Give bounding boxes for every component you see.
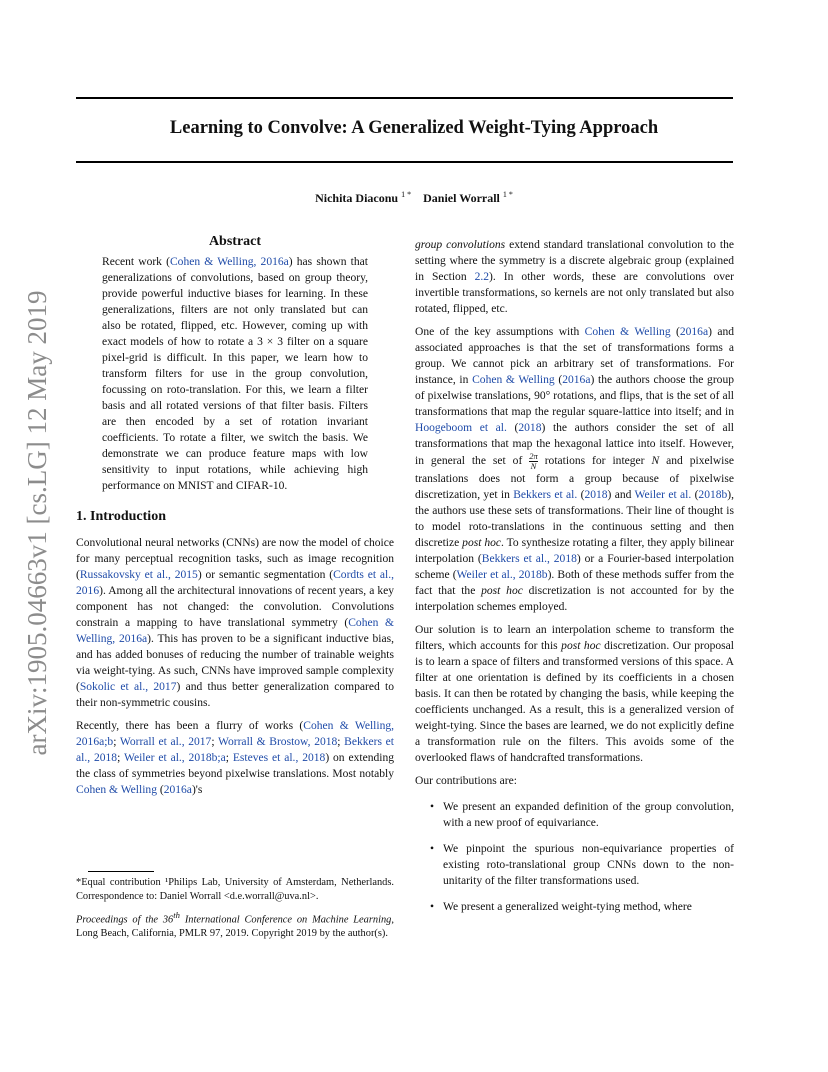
citation-link[interactable]: Weiler et al. [634,489,692,501]
citation-link[interactable]: Bekkers et al. [513,489,578,501]
abstract-text: ) has shown that generalizations of convolutions, based on group theory, provide powerful inductive biases for learning. In these generalizations, filters are not only translated but can also be rotated, flipped, etc. However, coming up with exact models of how to rotate a 3 × 3 filter on a square pixel-grid is difficult. In this paper, we learn how to transform filters for use in the group convolution, focussing on roto-translation. For this, we learn a filter basis and all rotated versions of that filter basis. Filters are then encoded by a set of rotation invariant coefficients. To rotate a filter, we switch the basis. We demonstrate we can produce feature maps with low sensitivity to input rotations, while achieving high performance on MNIST and CIFAR-10. [102,256,368,492]
fraction [529,452,538,471]
body-text: ). Among all the architectural innovations of recent years, a key component has not changed: the convolution. Convolutions constrain a mapping to have translational symmetry ( [76,585,394,629]
arxiv-side-label: arXiv:1905.04663v1 [cs.LG] 12 May 2019 [22,290,52,756]
proceedings-text: Proceedings of the 36 [76,914,174,926]
body-text: ( [670,326,680,338]
right-paragraph-3 [415,622,734,766]
citation-link[interactable]: Cohen & Welling [76,784,157,796]
author-affiliation-mark: 1 * [502,190,513,199]
paper-title: Learning to Convolve: A Generalized Weight-Tying Approach [169,118,659,138]
section-heading-introduction: 1. Introduction [76,509,166,524]
citation-link[interactable]: 2016a [562,374,591,386]
body-text: ( [156,784,164,796]
body-text: ). In other words, these are convolutions over invertible transformations, so kernels are not only translated but also rotated, flipped, etc. [415,271,735,315]
body-text: ) and thus better generalization compared to their non-symmetric cousins. [76,681,394,709]
body-text: ) and [607,489,635,501]
body-text: and pixelwise translations does not form a group because of pixelwise discretization, yet in [415,455,734,501]
proceedings-ordinal: th [173,910,180,920]
left-column [76,233,394,805]
citation-link[interactable]: Sokolic et al., 2017 [79,681,177,693]
citation-link[interactable]: 2018b [698,489,728,501]
body-text: ; [225,752,233,764]
emph-text: post hoc [481,585,523,597]
citation-link[interactable]: Cohen & Welling, 2016a [169,256,289,268]
abstract-heading: Abstract [208,234,262,249]
citation-link[interactable]: Hoogeboom et al. [415,422,507,434]
body-text: ( [691,489,699,501]
body-text: One of the key assumptions with [415,326,585,338]
proceedings-copyright: , Long Beach, California, PMLR 97, 2019. Copyright 2019 by the author(s). [76,914,394,939]
body-text: discretization. Our proposal is to learn a space of filters and transformed versions of this space. A filter at one orientation is defined by its coefficients in a chosen basis. It can then be rotated by changing the basis, while keeping the coefficients unchanged. As a result, this is a generalized version of weight-tying. Since the bases are learned, we do not explicitly define a transformation rule on the filters. This avoids some of the overlooked flaws of handcrafted transformations. [415,640,734,764]
body-text: rotations for integer [537,455,652,468]
body-text: ; [211,736,218,748]
body-text: Convolutional neural networks (CNNs) are now the model of choice for many perceptual recognition tasks, such as image recognition ( [76,537,394,581]
citation-link[interactable]: 2016a [679,326,709,338]
citation-link[interactable]: 2018 [518,422,542,434]
abstract-text: Recent work ( [102,256,170,268]
abstract-body [102,254,368,494]
footnote-affiliation: *Equal contribution ¹Philips Lab, University of Amsterdam, Netherlands. Correspondence to: Daniel Worrall <d.e.worrall@uva.nl>. [76,877,394,902]
footnote-rule [88,871,154,872]
body-text: ) or a Fourier-based interpolation scheme ( [415,553,734,581]
top-rule [76,97,733,99]
math-symbol: N [651,455,660,468]
author-affiliation-mark: 1 * [401,190,412,199]
proceedings-note [76,909,394,940]
right-paragraph-1 [415,237,734,317]
body-text: discretization is not accounted for by the interpolation schemes employed. [415,585,734,613]
body-text: ) and associated approaches is that the set of transformations forms a group. We cannot pick an arbitrary set of transformations. For instance, in [415,326,735,386]
author-name: Daniel Worrall [423,191,500,205]
citation-link[interactable]: Weiler et al., 2018b [456,569,548,581]
emph-text: post hoc [561,640,601,652]
body-text: ) the authors choose the group of pixelwise translations, 90° rotations, and flips, that is the set of all transformations that map the regular square-lattice into itself; and in [415,374,734,418]
body-text: ; [337,736,345,748]
body-text: extend standard translational convolution to the setting where the symmetry is a discrete algebraic group (explained in Section [415,239,735,283]
title-bottom-rule [76,161,733,163]
citation-link[interactable]: Cordts et al., 2016 [76,569,394,597]
body-text: ( [554,374,563,386]
body-text: ) or semantic segmentation ( [197,569,334,581]
body-text: ( [506,422,519,434]
citation-link[interactable]: Bekkers et al., 2018 [76,736,394,764]
citation-link[interactable]: Worrall et al., 2017 [119,736,212,748]
proceedings-text: International Conference on Machine Learning [179,914,392,926]
emph-text: post hoc [462,537,502,549]
citation-link[interactable]: Russakovsky et al., 2015 [79,569,198,581]
contributions-list [415,799,734,915]
fraction-denominator: N [530,461,537,471]
list-item: • We present a generalized weight-tying method, where [443,899,734,915]
body-text: Recently, there has been a flurry of works ( [76,720,304,732]
citation-link[interactable]: Cohen & Welling [584,326,671,338]
body-text: ), the authors use these sets of transformations. Their line of thought is to model roto-translations in the continuous setting and then discretize [415,489,735,549]
fraction-numerator: 2π [529,451,538,461]
intro-paragraph-2 [76,718,394,798]
body-text: )'s [191,784,203,796]
body-text: ). This has proven to be a significant inductive bias, and has added bonuses of reducing the number of trainable weights via weight-tying. As such, CNNs have improved sample complexity ( [76,633,394,693]
list-item: • We present an expanded definition of the group convolution, with a new proof of equivariance. [443,799,734,831]
body-text: . To synthesize rotating a filter, they apply bilinear interpolation ( [415,537,734,565]
citation-link[interactable]: Cohen & Welling, 2016a;b [76,720,394,748]
list-item: • We pinpoint the spurious non-equivariance properties of existing roto-translational group CNNs down to the non-unitarity of the filter transformations used. [443,841,734,889]
citation-link[interactable]: Bekkers et al., 2018 [481,553,577,565]
citation-link[interactable]: Weiler et al., 2018b;a [123,752,226,764]
body-text: ; [113,736,120,748]
citation-link[interactable]: Cohen & Welling [472,374,555,386]
right-column [415,237,734,925]
citation-link[interactable]: Esteves et al., 2018 [232,752,326,764]
citation-link[interactable]: 2018 [584,489,608,501]
body-text: ). Both of these methods suffer from the fact that the [415,569,735,597]
contributions-intro: Our contributions are: [415,775,517,787]
body-text: Our solution is to learn an interpolation scheme to transform the filters, which accounts for this [415,624,734,652]
right-paragraph-2 [415,324,734,615]
emph-text: group convolutions [415,239,506,251]
citation-link[interactable]: Cohen & Welling, 2016a [76,617,395,645]
body-text: ; [117,752,124,764]
body-text: ) on extending the class of symmetries beyond pixelwise translations. Most notably [76,752,395,780]
citation-link[interactable]: Worrall & Brostow, 2018 [218,736,338,748]
citation-link[interactable]: 2016a [163,784,192,796]
section-link[interactable]: 2.2 [474,271,490,283]
body-text: ) the authors consider the set of all transformations that map the hexagonal lattice into itself. However, in general the set of [415,422,734,468]
body-text: ( [577,489,585,501]
intro-paragraph-1 [76,535,394,711]
author-name: Nichita Diaconu [315,191,399,205]
author-list [0,190,828,206]
footnotes [76,871,394,946]
